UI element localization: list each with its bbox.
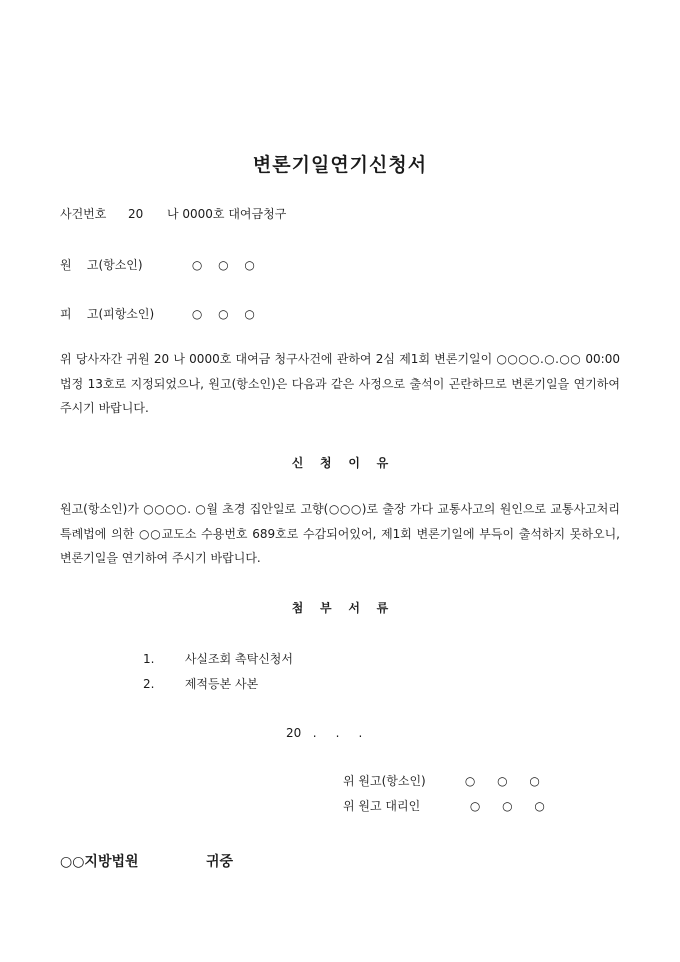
signer-line — [343, 773, 549, 789]
attachment-number: 2. — [143, 677, 155, 691]
attachment-number: 1. — [143, 652, 155, 666]
intro-paragraph: 위 당사자간 귀원 20 나 0000호 대여금 청구사건에 관하여 2심 제1회 변론기일이 ○○○○.○.○○ 00:00 법정 13호로 지정되었으나, 원고(항소인)은 다음과 같은 사정으로 출석이 곤란하므로 변론기일을 연기하여 주시기 바랍니다. — [60, 352, 620, 415]
defendant-line — [60, 306, 261, 322]
document-title: 변론기일연기신청서 — [252, 154, 428, 176]
attachment-item — [143, 651, 293, 667]
reason-heading: 신 청 이 유 — [291, 456, 389, 470]
defendant-name: ○ ○ ○ — [191, 307, 261, 321]
court-name: ○○지방법원 — [60, 854, 139, 870]
court-suffix: 귀중 — [206, 854, 234, 870]
attachment-text: 제적등본 사본 — [184, 677, 259, 691]
attachment-text: 사실조회 촉탁신청서 — [184, 652, 293, 666]
case-number: 나 0000호 대여금청구 — [166, 207, 287, 221]
reason-paragraph: 원고(항소인)가 ○○○○. ○월 초경 집안일로 고향(○○○)로 출장 가다 교통사고의 원인으로 교통사고처리특례법에 의한 ○○교도소 수용번호 689호로 수감되어있어, 제1회 변론기일에 부득이 출석하지 못하오니, 변론기일을 연기하여 주시기 바랍니다. — [60, 502, 620, 565]
defendant-label: 피 고(피항소인) — [60, 307, 155, 321]
attachments-heading: 첨 부 서 류 — [291, 601, 389, 615]
case-label: 사건번호 — [60, 207, 107, 221]
signer-label: 위 원고(항소인) — [343, 774, 426, 788]
plaintiff-line — [60, 257, 261, 273]
date-line: 20 . . . — [286, 726, 363, 740]
signer-label: 위 원고 대리인 — [343, 799, 421, 813]
plaintiff-name: ○ ○ ○ — [191, 258, 261, 272]
signer-name: ○ ○ ○ — [469, 799, 554, 813]
attachment-item — [143, 676, 258, 692]
signer-line — [343, 798, 554, 814]
case-number-line — [60, 206, 286, 222]
case-year: 20 — [128, 207, 144, 221]
plaintiff-label: 원 고(항소인) — [60, 258, 143, 272]
signer-name: ○ ○ ○ — [464, 774, 549, 788]
